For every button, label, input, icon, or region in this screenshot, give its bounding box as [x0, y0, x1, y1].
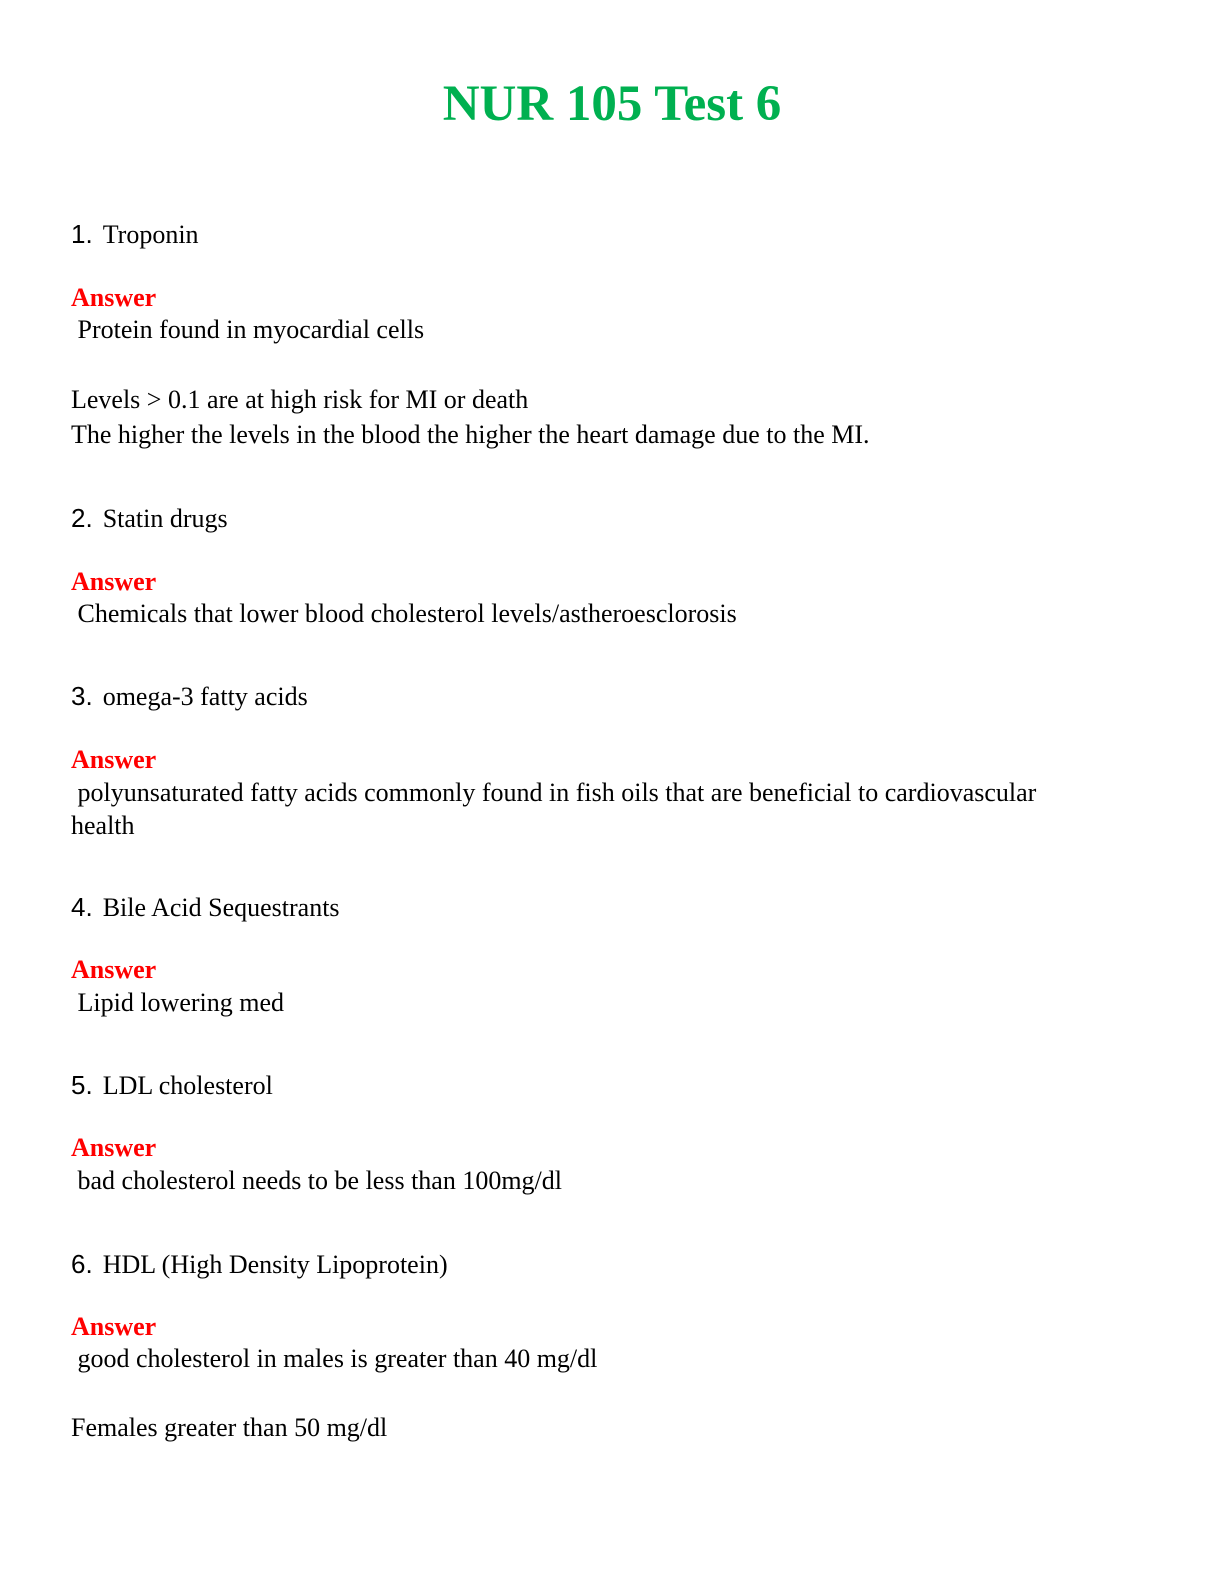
answer-text: polyunsaturated fatty acids commonly found in fish oils that are beneficial to cardiovascular health [71, 778, 1043, 840]
question-6 [71, 1248, 448, 1281]
answer-label: Answer [71, 1133, 157, 1162]
answer-text: The higher the levels in the blood the higher the heart damage due to the MI. [71, 420, 870, 449]
question-1 [71, 218, 199, 251]
question-number: 4. [71, 892, 93, 922]
question-term: Troponin [102, 220, 199, 249]
answer-label: Answer [71, 567, 157, 596]
question-2 [71, 502, 228, 535]
answer-label: Answer [71, 955, 157, 984]
question-number: 6. [71, 1249, 93, 1279]
answer-text: bad cholesterol needs to be less than 100mg/dl [71, 1166, 563, 1195]
question-term: Bile Acid Sequestrants [102, 893, 340, 922]
question-3 [71, 680, 308, 713]
answer-text: good cholesterol in males is greater than 40 mg/dl [71, 1344, 598, 1373]
question-number: 1. [71, 219, 93, 249]
question-term: HDL (High Density Lipoprotein) [102, 1250, 448, 1279]
question-term: Statin drugs [102, 504, 228, 533]
answer-text: Lipid lowering med [71, 988, 285, 1017]
question-number: 5. [71, 1070, 93, 1100]
question-5 [71, 1069, 273, 1102]
question-4 [71, 891, 340, 924]
question-term: LDL cholesterol [102, 1071, 273, 1100]
answer-text: Levels > 0.1 are at high risk for MI or death [71, 385, 529, 414]
question-number: 3. [71, 681, 93, 711]
page-title: NUR 105 Test 6 [442, 76, 782, 132]
answer-text: Protein found in myocardial cells [71, 315, 425, 344]
answer-label: Answer [71, 1312, 157, 1341]
answer-label: Answer [71, 283, 157, 312]
answer-label: Answer [71, 745, 157, 774]
answer-text: Chemicals that lower blood cholesterol levels/astheroesclorosis [71, 599, 737, 628]
answer-text: Females greater than 50 mg/dl [71, 1413, 388, 1442]
question-number: 2. [71, 503, 93, 533]
question-term: omega-3 fatty acids [102, 682, 308, 711]
